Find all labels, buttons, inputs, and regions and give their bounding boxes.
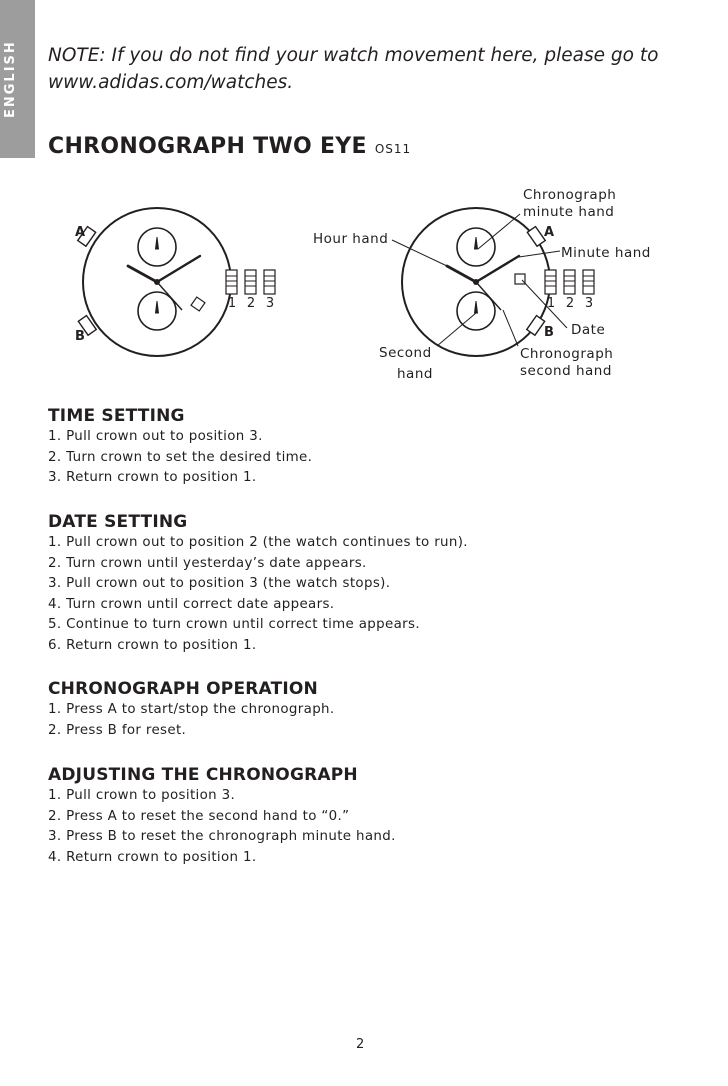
section-heading: CHRONOGRAPH OPERATION (48, 679, 318, 699)
left-crown-pos-1: 1 (227, 296, 237, 311)
list-item: 4. Return crown to position 1. (48, 849, 257, 865)
step-list (48, 786, 396, 868)
list-item: 1. Pull crown out to position 3. (48, 429, 263, 444)
list-item: 3. Return crown to position 1. (48, 470, 257, 485)
right-crown-positions (545, 270, 594, 311)
label-date: Date (571, 322, 606, 338)
section-adjusting-chronograph (48, 764, 396, 868)
right-crown-pos-3: 3 (584, 296, 594, 311)
note-text: NOTE: If you do not find your watch movement here, please go to www.adidas.com/watches. (48, 45, 659, 93)
list-item: 4. Turn crown until correct date appears. (48, 596, 335, 612)
left-button-a-label: A (75, 225, 86, 240)
section-chronograph-operation (48, 678, 335, 741)
right-button-b-label: B (544, 325, 554, 340)
section-heading: DATE SETTING (48, 512, 188, 532)
step-list (48, 427, 312, 489)
left-crown-pos-3-mark (264, 270, 275, 294)
left-button-b-label: B (75, 329, 85, 344)
right-button-a-label: A (544, 225, 555, 240)
label-minute-hand: Minute hand (561, 245, 651, 261)
section-heading: TIME SETTING (48, 406, 185, 426)
label-chrono-minute-2: minute hand (523, 204, 615, 220)
left-center-pin (154, 279, 160, 285)
left-crown-positions (226, 270, 275, 311)
list-item: 2. Press B for reset. (48, 722, 187, 738)
section-time-setting (48, 405, 312, 489)
list-item: 1. Pull crown out to position 2 (the watch continues to run). (48, 535, 468, 550)
section-heading: ADJUSTING THE CHRONOGRAPH (48, 765, 358, 785)
right-crown-pos-1-mark (545, 270, 556, 294)
left-crown-pos-2: 2 (246, 296, 256, 311)
title-text: CHRONOGRAPH TWO EYE (48, 134, 367, 159)
list-item: 3. Pull crown out to position 3 (the watch stops). (48, 576, 391, 591)
left-watch (75, 208, 275, 356)
step-list (48, 700, 335, 741)
right-crown-pos-2: 2 (565, 296, 575, 311)
left-crown-pos-3: 3 (265, 296, 275, 311)
list-item: 5. Continue to turn crown until correct time appears. (48, 617, 420, 632)
list-item: 3. Press B to reset the chronograph minute hand. (48, 829, 396, 844)
step-list (48, 533, 468, 656)
label-hour-hand: Hour hand (313, 231, 389, 247)
label-chrono-second-1: Chronograph (520, 346, 614, 362)
right-watch (313, 187, 651, 382)
label-second-2: hand (397, 366, 433, 382)
language-tab-label: ENGLISH (3, 40, 18, 118)
page-number: 2 (356, 1037, 365, 1052)
list-item: 1. Pull crown to position 3. (48, 788, 236, 803)
list-item: 2. Turn crown until yesterday’s date appears. (48, 555, 367, 571)
page-title (48, 134, 411, 159)
list-item: 2. Press A to reset the second hand to “0.” (48, 808, 350, 824)
right-crown-pos-1: 1 (546, 296, 556, 311)
language-tab (0, 0, 35, 158)
right-date-window (515, 274, 525, 284)
section-date-setting (48, 511, 468, 656)
model-code: OS11 (374, 142, 412, 156)
left-crown-pos-1-mark (226, 270, 237, 294)
label-chrono-minute-1: Chronograph (523, 187, 617, 203)
list-item: 1. Press A to start/stop the chronograph. (48, 702, 335, 717)
label-chrono-second-2: second hand (520, 363, 612, 379)
left-crown-pos-2-mark (245, 270, 256, 294)
list-item: 6. Return crown to position 1. (48, 637, 257, 653)
watch-diagram (0, 170, 728, 395)
right-center-pin (473, 279, 479, 285)
label-second-1: Second (379, 345, 432, 361)
right-crown-pos-2-mark (564, 270, 575, 294)
right-crown-pos-3-mark (583, 270, 594, 294)
list-item: 2. Turn crown to set the desired time. (48, 449, 313, 465)
